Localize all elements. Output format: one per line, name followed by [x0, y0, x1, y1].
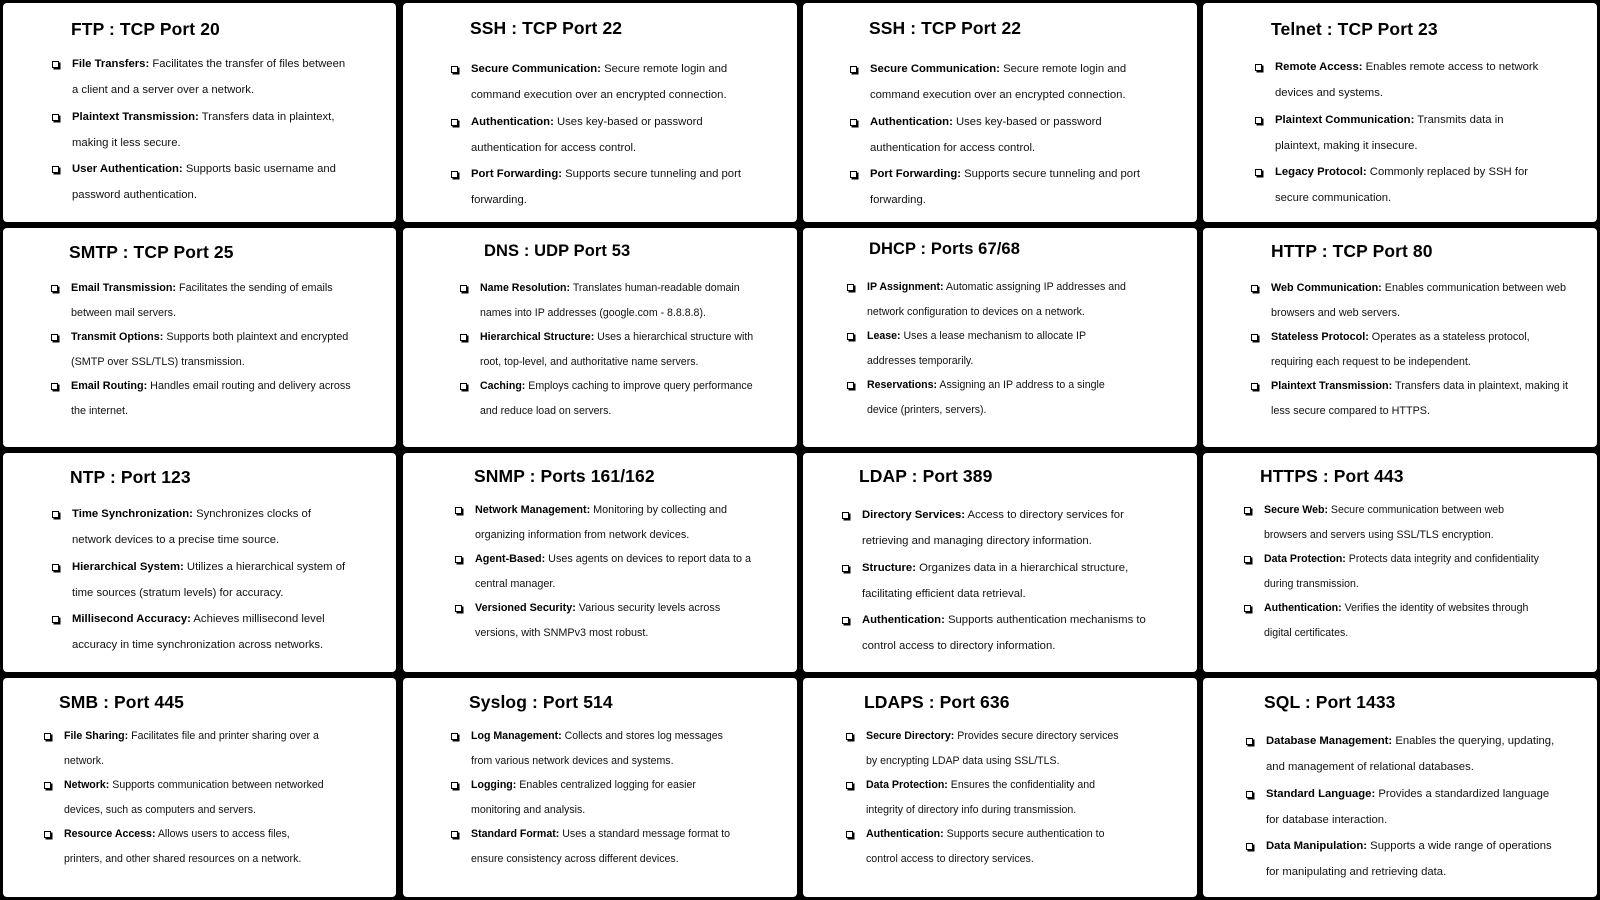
checkbox-bullet-icon — [850, 119, 857, 126]
card-title: LDAPS : Port 636 — [864, 692, 1010, 712]
card-title: NTP : Port 123 — [70, 467, 191, 487]
list-item: Logging: Enables centralized logging for easier monitoring and analysis. — [471, 773, 746, 822]
feature-list — [870, 56, 1155, 214]
checkbox-bullet-icon — [850, 171, 857, 178]
list-item: Remote Access: Enables remote access to network devices and systems. — [1275, 54, 1545, 107]
checkbox-bullet-icon — [847, 284, 854, 291]
checkbox-bullet-icon — [460, 334, 467, 341]
list-item: Port Forwarding: Supports secure tunneling and port forwarding. — [471, 161, 756, 214]
checkbox-bullet-icon — [52, 511, 59, 518]
list-item: Legacy Protocol: Commonly replaced by SSH for secure communication. — [1275, 159, 1545, 212]
card-title: Telnet : TCP Port 23 — [1271, 19, 1438, 39]
list-item: Network: Supports communication between networked devices, such as computers and servers. — [64, 773, 329, 822]
checkbox-bullet-icon — [1251, 334, 1258, 341]
list-item: Caching: Employs caching to improve query performance and reduce load on servers. — [480, 374, 760, 423]
checkbox-bullet-icon — [846, 733, 853, 740]
checkbox-bullet-icon — [52, 114, 59, 121]
feature-list — [480, 276, 760, 424]
list-item: Authentication: Supports secure authentication to control access to directory services. — [866, 822, 1131, 871]
list-item: File Sharing: Facilitates file and printer sharing over a network. — [64, 724, 329, 773]
list-item: Secure Communication: Secure remote login and command execution over an encrypted connection. — [870, 56, 1155, 109]
protocol-card-ntp — [3, 453, 396, 672]
checkbox-bullet-icon — [44, 782, 51, 789]
card-title: SNMP : Ports 161/162 — [474, 466, 655, 486]
list-item: Name Resolution: Translates human-readable domain names into IP addresses (google.com - 8.8.8.8). — [480, 276, 760, 325]
list-item: Authentication: Verifies the identity of websites through digital certificates. — [1264, 596, 1539, 645]
card-title: Syslog : Port 514 — [469, 692, 613, 712]
list-item: Authentication: Uses key-based or password authentication for access control. — [471, 109, 756, 162]
checkbox-bullet-icon — [451, 831, 458, 838]
list-item: Structure: Organizes data in a hierarchical structure, facilitating efficient data retrieval. — [862, 555, 1147, 608]
protocol-card-ldaps — [803, 678, 1197, 897]
protocol-card-smtp — [3, 228, 396, 447]
checkbox-bullet-icon — [451, 733, 458, 740]
card-title: LDAP : Port 389 — [859, 466, 993, 486]
list-item: User Authentication: Supports basic username and password authentication. — [72, 156, 352, 209]
list-item: Versioned Security: Various security levels across versions, with SNMPv3 most robust. — [475, 596, 760, 645]
protocol-card-http — [1203, 228, 1597, 447]
list-item: Database Management: Enables the querying, updating, and management of relational databases. — [1266, 728, 1556, 781]
card-title: HTTP : TCP Port 80 — [1271, 241, 1433, 261]
checkbox-bullet-icon — [846, 782, 853, 789]
protocol-card-ldap — [803, 453, 1197, 672]
card-title: DNS : UDP Port 53 — [484, 242, 631, 260]
list-item: Plaintext Transmission: Transfers data in plaintext, making it less secure. — [72, 104, 352, 157]
list-item: IP Assignment: Automatic assigning IP addresses and network configuration to devices on a network. — [867, 275, 1137, 324]
checkbox-bullet-icon — [44, 831, 51, 838]
protocol-card-syslog — [403, 678, 797, 897]
card-title: DHCP : Ports 67/68 — [869, 240, 1020, 258]
checkbox-bullet-icon — [1244, 556, 1251, 563]
checkbox-bullet-icon — [52, 564, 59, 571]
list-item: Time Synchronization: Synchronizes clocks of network devices to a precise time source. — [72, 501, 347, 554]
protocol-card-ftp — [3, 3, 396, 222]
checkbox-bullet-icon — [1244, 605, 1251, 612]
feature-list — [1271, 276, 1571, 424]
checkbox-bullet-icon — [460, 383, 467, 390]
list-item: Email Transmission: Facilitates the sending of emails between mail servers. — [71, 276, 361, 325]
feature-list — [475, 498, 760, 646]
card-title: SSH : TCP Port 22 — [470, 18, 623, 38]
list-item: Reservations: Assigning an IP address to a single device (printers, servers). — [867, 373, 1137, 422]
feature-list — [1264, 498, 1539, 646]
checkbox-bullet-icon — [52, 616, 59, 623]
checkbox-bullet-icon — [1255, 117, 1262, 124]
feature-list — [71, 276, 361, 424]
checkbox-bullet-icon — [847, 333, 854, 340]
checkbox-bullet-icon — [842, 565, 849, 572]
card-title: SSH : TCP Port 22 — [869, 18, 1022, 38]
checkbox-bullet-icon — [846, 831, 853, 838]
checkbox-bullet-icon — [460, 285, 467, 292]
protocol-card-ssh — [403, 3, 797, 222]
checkbox-bullet-icon — [51, 285, 58, 292]
feature-list — [867, 275, 1137, 423]
feature-list — [1266, 728, 1556, 886]
list-item: Directory Services: Access to directory services for retrieving and managing directory information. — [862, 502, 1147, 555]
list-item: Agent-Based: Uses agents on devices to report data to a central manager. — [475, 547, 760, 596]
checkbox-bullet-icon — [850, 66, 857, 73]
protocol-card-dhcp — [803, 228, 1197, 447]
protocol-card-telnet — [1203, 3, 1597, 222]
protocol-card-ssh-duplicate — [803, 3, 1197, 222]
protocol-card-https — [1203, 453, 1597, 672]
card-title: SMB : Port 445 — [59, 692, 184, 712]
list-item: Network Management: Monitoring by collecting and organizing information from network devices. — [475, 498, 760, 547]
list-item: Stateless Protocol: Operates as a stateless protocol, requiring each request to be independent. — [1271, 325, 1571, 374]
list-item: Resource Access: Allows users to access files, printers, and other shared resources on a network. — [64, 822, 329, 871]
list-item: Authentication: Supports authentication mechanisms to control access to directory information. — [862, 607, 1147, 660]
list-item: Data Protection: Protects data integrity and confidentiality during transmission. — [1264, 547, 1539, 596]
list-item: Transmit Options: Supports both plaintext and encrypted (SMTP over SSL/TLS) transmission. — [71, 325, 361, 374]
checkbox-bullet-icon — [842, 617, 849, 624]
list-item: Secure Communication: Secure remote login and command execution over an encrypted connection. — [471, 56, 756, 109]
card-title: FTP : TCP Port 20 — [71, 19, 220, 39]
feature-list — [866, 724, 1131, 872]
feature-list — [1275, 54, 1545, 212]
protocol-card-dns — [403, 228, 797, 447]
list-item: Data Manipulation: Supports a wide range of operations for manipulating and retrieving data. — [1266, 833, 1556, 886]
checkbox-bullet-icon — [455, 605, 462, 612]
checkbox-bullet-icon — [451, 782, 458, 789]
checkbox-bullet-icon — [1244, 507, 1251, 514]
list-item: Lease: Uses a lease mechanism to allocate IP addresses temporarily. — [867, 324, 1137, 373]
checkbox-bullet-icon — [1255, 169, 1262, 176]
checkbox-bullet-icon — [44, 733, 51, 740]
protocol-card-snmp — [403, 453, 797, 672]
feature-list — [471, 724, 746, 872]
checkbox-bullet-icon — [1255, 64, 1262, 71]
feature-list — [72, 501, 347, 659]
checkbox-bullet-icon — [455, 507, 462, 514]
list-item: Hierarchical System: Utilizes a hierarchical system of time sources (stratum levels) for accuracy. — [72, 554, 347, 607]
checkbox-bullet-icon — [455, 556, 462, 563]
feature-list — [862, 502, 1147, 660]
list-item: Port Forwarding: Supports secure tunneling and port forwarding. — [870, 161, 1155, 214]
checkbox-bullet-icon — [52, 61, 59, 68]
checkbox-bullet-icon — [1251, 285, 1258, 292]
checkbox-bullet-icon — [451, 171, 458, 178]
checkbox-bullet-icon — [51, 334, 58, 341]
checkbox-bullet-icon — [52, 166, 59, 173]
list-item: Email Routing: Handles email routing and delivery across the internet. — [71, 374, 361, 423]
list-item: Secure Directory: Provides secure directory services by encrypting LDAP data using SSL/TLS. — [866, 724, 1131, 773]
checkbox-bullet-icon — [51, 383, 58, 390]
card-title: SMTP : TCP Port 25 — [69, 242, 234, 262]
list-item: Plaintext Transmission: Transfers data in plaintext, making it less secure compared to HTTPS. — [1271, 374, 1571, 423]
list-item: Plaintext Communication: Transmits data in plaintext, making it insecure. — [1275, 107, 1545, 160]
checkbox-bullet-icon — [842, 512, 849, 519]
list-item: Secure Web: Secure communication between web browsers and servers using SSL/TLS encryption. — [1264, 498, 1539, 547]
checkbox-bullet-icon — [451, 66, 458, 73]
protocol-card-smb — [3, 678, 396, 897]
checkbox-bullet-icon — [847, 382, 854, 389]
list-item: Web Communication: Enables communication between web browsers and web servers. — [1271, 276, 1571, 325]
feature-list — [471, 56, 756, 214]
card-title: SQL : Port 1433 — [1264, 692, 1396, 712]
list-item: Standard Format: Uses a standard message format to ensure consistency across different devices. — [471, 822, 746, 871]
card-title: HTTPS : Port 443 — [1260, 466, 1404, 486]
checkbox-bullet-icon — [1246, 843, 1253, 850]
checkbox-bullet-icon — [1246, 738, 1253, 745]
checkbox-bullet-icon — [451, 119, 458, 126]
feature-list — [72, 51, 352, 209]
checkbox-bullet-icon — [1251, 383, 1258, 390]
list-item: Millisecond Accuracy: Achieves millisecond level accuracy in time synchronization across networks. — [72, 606, 347, 659]
list-item: File Transfers: Facilitates the transfer of files between a client and a server over a network. — [72, 51, 352, 104]
list-item: Log Management: Collects and stores log messages from various network devices and systems. — [471, 724, 746, 773]
list-item: Hierarchical Structure: Uses a hierarchical structure with root, top-level, and authoritative name servers. — [480, 325, 760, 374]
checkbox-bullet-icon — [1246, 791, 1253, 798]
list-item: Data Protection: Ensures the confidentiality and integrity of directory info during transmission. — [866, 773, 1131, 822]
protocol-card-sql — [1203, 678, 1597, 897]
list-item: Standard Language: Provides a standardized language for database interaction. — [1266, 781, 1556, 834]
feature-list — [64, 724, 329, 872]
list-item: Authentication: Uses key-based or password authentication for access control. — [870, 109, 1155, 162]
